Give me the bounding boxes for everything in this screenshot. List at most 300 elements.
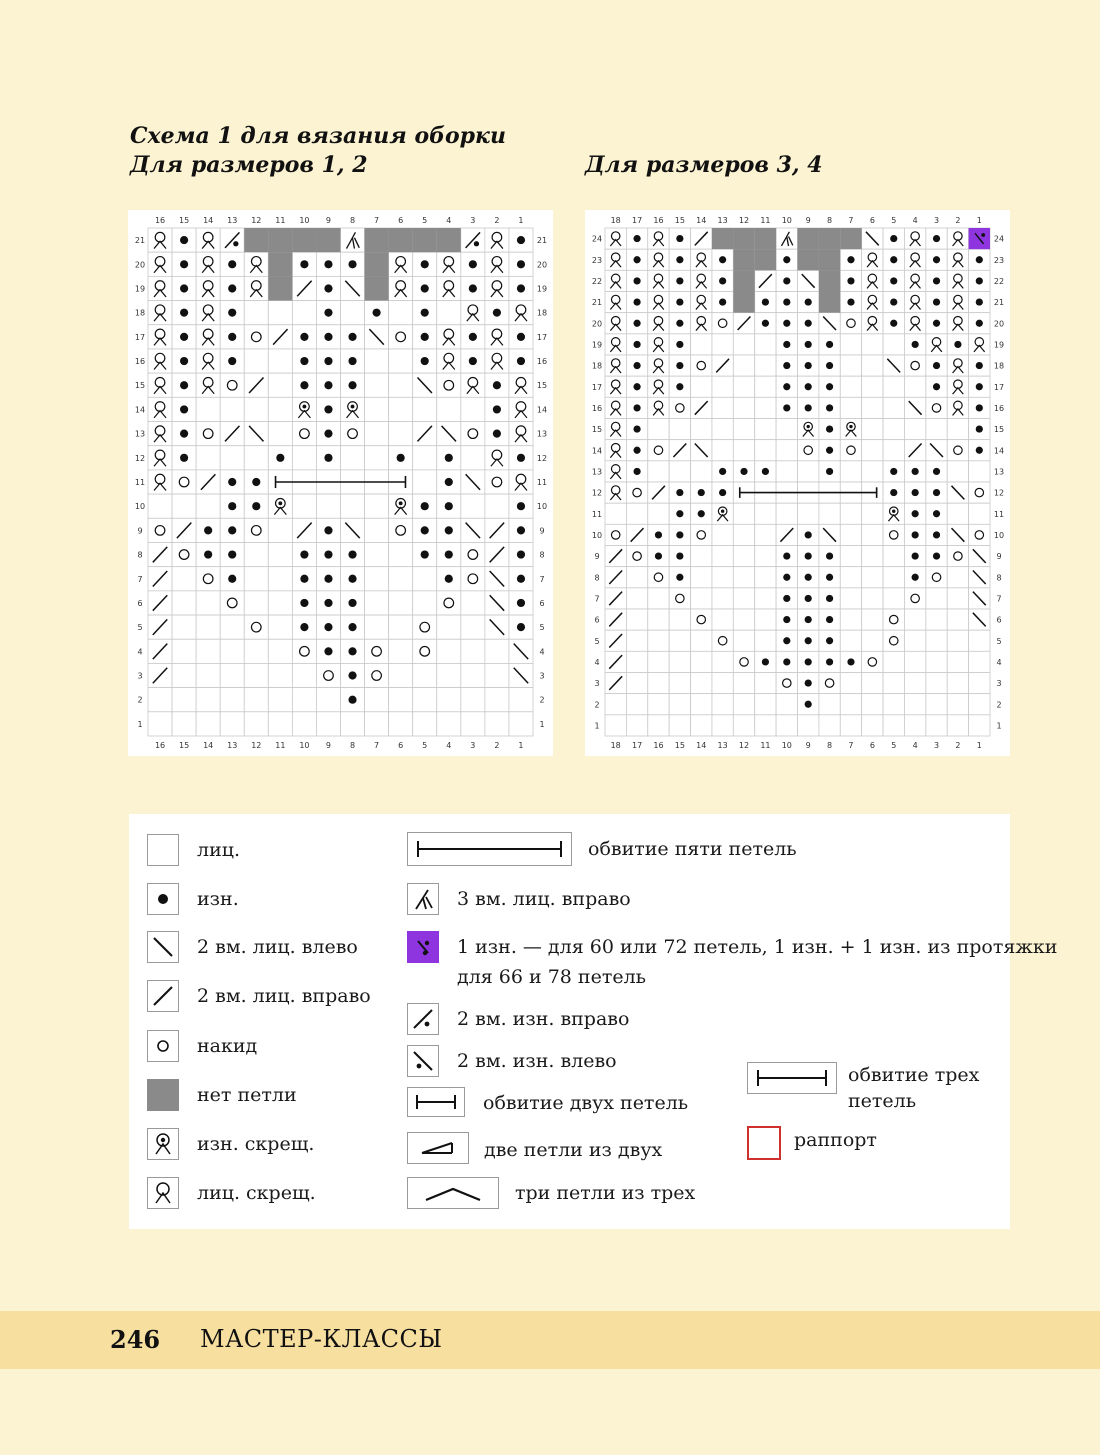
chart2-cell — [669, 397, 690, 418]
chart2-cell — [904, 715, 925, 736]
chart2-cell — [862, 313, 883, 334]
chart2-purl-mark — [676, 256, 683, 263]
chart2-row-number-right: 5 — [996, 636, 1002, 646]
chart2-cell — [904, 651, 925, 672]
chart1-purl-mark — [517, 260, 525, 268]
chart2-no-stitch — [819, 249, 840, 270]
chart2-cell — [755, 567, 776, 588]
chart1-cell — [461, 712, 485, 736]
chart1-cell — [389, 494, 413, 518]
legend-k2tog-right-label: 2 вм. лиц. вправо — [197, 985, 371, 1007]
chart1-cell — [148, 228, 172, 252]
chart1-purl-mark — [324, 309, 332, 317]
chart2-cell — [947, 630, 968, 651]
chart2-col-number-top: 12 — [738, 216, 750, 225]
page-number: 246 — [110, 1325, 161, 1354]
chart1-purl-mark — [348, 671, 356, 679]
chart1-row-number-right: 4 — [539, 647, 545, 657]
chart2-cell — [969, 524, 990, 545]
chart2-row-number-right: 24 — [993, 234, 1005, 244]
chart1-row-number-right: 3 — [539, 671, 545, 681]
chart2-cell — [712, 503, 733, 524]
chart2-cell — [605, 440, 626, 461]
chart2-purl-mark — [933, 510, 940, 517]
chart1-cell — [437, 325, 461, 349]
chart2-no-stitch — [755, 249, 776, 270]
no-stitch-symbol-icon — [147, 1079, 179, 1111]
wrap-three-symbol-icon — [747, 1062, 837, 1094]
chart2-cell — [755, 503, 776, 524]
chart2-cell — [691, 630, 712, 651]
chart2-col-number-bottom: 14 — [696, 741, 707, 750]
legend-wrap-two-label: обвитие двух петель — [483, 1092, 689, 1114]
chart1-purl-mark — [517, 357, 525, 365]
legend-wrap-five-label: обвитие пяти петель — [588, 838, 797, 860]
chart1-cell — [389, 518, 413, 542]
chart1-cell — [389, 301, 413, 325]
chart2-cell — [755, 609, 776, 630]
chart1-cell — [316, 494, 340, 518]
chart2-cell — [862, 419, 883, 440]
chart2-cell — [605, 334, 626, 355]
chart2-cell — [904, 376, 925, 397]
chart1-cell — [244, 349, 268, 373]
chart2-purl-mark — [762, 658, 769, 665]
chart2-cell — [862, 694, 883, 715]
chart1-no-stitch — [244, 228, 268, 252]
chart2-row-number-right: 12 — [993, 488, 1005, 498]
chart2-cell — [862, 440, 883, 461]
chart1-cell — [244, 542, 268, 566]
chart2-cell — [883, 419, 904, 440]
chart2-row-number-left: 15 — [591, 425, 603, 435]
chart2-row-number-left: 1 — [594, 721, 600, 731]
chart2-cell — [819, 503, 840, 524]
chart1-purl-mark — [517, 454, 525, 462]
chart2-cell — [712, 715, 733, 736]
chart1-purl-mark — [517, 526, 525, 534]
chart1-col-number-bottom: 14 — [203, 741, 214, 750]
chart1-purl-mark — [300, 381, 308, 389]
chart1-cell — [172, 542, 196, 566]
chart2-cell — [605, 292, 626, 313]
chart2-cell — [605, 461, 626, 482]
chart2-purl-mark — [633, 320, 640, 327]
chart1-purl-mark — [252, 502, 260, 510]
chart2-cell — [862, 397, 883, 418]
chart2-purl-mark — [976, 320, 983, 327]
chart1-cell — [365, 688, 389, 712]
chart1-purl-mark — [228, 575, 236, 583]
chart2-purl-mark — [826, 637, 833, 644]
chart2-cell — [712, 313, 733, 334]
chart1-cell — [292, 663, 316, 687]
chart2-cell — [798, 503, 819, 524]
chart1-cell — [196, 228, 220, 252]
chart2-cell — [755, 397, 776, 418]
chart1-cell — [148, 422, 172, 446]
chart1-col-number-bottom: 9 — [325, 741, 332, 750]
chart2-cell — [904, 313, 925, 334]
chart1-cell — [148, 470, 172, 494]
chart1-row-number-right: 20 — [536, 260, 548, 270]
chart2-cell — [691, 546, 712, 567]
chart1-row-number-right: 17 — [536, 332, 548, 342]
chart2-cell — [733, 376, 754, 397]
chart1-col-number-bottom: 5 — [422, 741, 428, 750]
chart1-purl-mark — [348, 333, 356, 341]
chart2-cell — [904, 694, 925, 715]
chart1-cell — [244, 276, 268, 300]
chart2-cell — [947, 567, 968, 588]
chart2-col-number-bottom: 10 — [781, 741, 792, 750]
chart2-cell — [798, 419, 819, 440]
chart1-row-number-left: 21 — [134, 236, 146, 246]
chart1-cell — [148, 712, 172, 736]
chart2-cell — [626, 588, 647, 609]
chart2-cell — [669, 419, 690, 440]
chart1-cell — [148, 397, 172, 421]
chart1-purl-mark — [324, 284, 332, 292]
chart2-purl-mark — [676, 510, 683, 517]
chart1-cell — [509, 373, 533, 397]
chart1-cell — [244, 712, 268, 736]
two-from-two-symbol-icon — [407, 1132, 469, 1164]
chart2-no-stitch — [755, 228, 776, 249]
chart2-col-number-top: 17 — [631, 216, 643, 225]
chart2-purl-mark — [912, 489, 919, 496]
chart1-cell — [485, 639, 509, 663]
chart1-purl-mark — [445, 575, 453, 583]
chart1-purl-mark — [204, 526, 212, 534]
chart2-cell — [840, 715, 861, 736]
chart2-cell — [862, 334, 883, 355]
chart1-cell — [244, 615, 268, 639]
chart1-purl-mark — [324, 430, 332, 438]
chart2-purl-mark — [633, 468, 640, 475]
chart2-row-number-right: 19 — [993, 340, 1005, 350]
purl-twisted-symbol-icon — [147, 1128, 179, 1160]
chart2-cell — [626, 546, 647, 567]
chart2-cell — [819, 694, 840, 715]
chart1-cell — [268, 615, 292, 639]
chart2-cell — [883, 630, 904, 651]
chart1-cell — [461, 446, 485, 470]
chart2-cell — [926, 397, 947, 418]
chart2-cell — [840, 313, 861, 334]
chart2-grid — [585, 210, 1010, 756]
chart2-row-number-left: 16 — [591, 403, 603, 413]
knit-symbol-icon — [147, 834, 179, 866]
chart2-cell — [840, 609, 861, 630]
chart2-cell — [648, 397, 669, 418]
chart1-cell — [341, 422, 365, 446]
page-footer — [0, 1311, 1100, 1369]
chart2-purl-mark — [805, 531, 812, 538]
chart2-row-number-right: 1 — [996, 721, 1002, 731]
chart1-cell — [365, 397, 389, 421]
chart2-cell — [712, 546, 733, 567]
chart2-row-number-right: 7 — [996, 594, 1002, 604]
chart2-purl-mark — [805, 404, 812, 411]
chart2-row-number-left: 4 — [594, 657, 600, 667]
chart2-cell — [605, 376, 626, 397]
chart2-cell — [648, 503, 669, 524]
chart1-purl-mark — [469, 357, 477, 365]
chart1-purl-mark — [276, 454, 284, 462]
chart2-cell — [883, 673, 904, 694]
chart1-cell — [389, 422, 413, 446]
chart1-purl-mark — [180, 381, 188, 389]
chart2-purl-mark — [847, 277, 854, 284]
chart2-purl-mark — [676, 574, 683, 581]
chart1-cell — [437, 615, 461, 639]
chart1-row-number-left: 2 — [137, 695, 143, 705]
chart2-cell — [904, 588, 925, 609]
chart2-col-number-top: 4 — [912, 216, 918, 225]
chart2-cell — [840, 524, 861, 545]
legend-purl-label: изн. — [197, 888, 239, 910]
knit-twisted-symbol-icon — [147, 1177, 179, 1209]
chart1-no-stitch — [389, 228, 413, 252]
chart1-cell — [220, 397, 244, 421]
chart2-purl-mark — [633, 341, 640, 348]
chart1-cell — [437, 276, 461, 300]
chart2-cell — [904, 630, 925, 651]
chart2-row-number-right: 11 — [993, 509, 1005, 519]
chart2-col-number-bottom: 9 — [805, 741, 811, 750]
chart1-purl-mark — [517, 623, 525, 631]
chart2-cell — [669, 588, 690, 609]
chart2-col-number-bottom: 16 — [653, 741, 664, 750]
chart2-cell — [969, 503, 990, 524]
chart2-cell — [883, 609, 904, 630]
chart1-cell — [268, 349, 292, 373]
chart2-purl-mark — [783, 256, 790, 263]
chart2-col-number-bottom: 5 — [891, 741, 897, 750]
chart2-purl-mark — [976, 447, 983, 454]
chart2-cell — [969, 651, 990, 672]
chart2-purl-mark — [783, 595, 790, 602]
chart2-cell — [733, 397, 754, 418]
chart1-row-number-right: 18 — [536, 308, 548, 318]
chart2-cell — [755, 673, 776, 694]
chart2-cell — [648, 694, 669, 715]
chart2-cell — [712, 588, 733, 609]
chart2-row-number-left: 24 — [591, 234, 603, 244]
chart2-cell — [840, 630, 861, 651]
chart2-cell — [947, 715, 968, 736]
chart2-purl-mark — [783, 341, 790, 348]
chart1-cell — [509, 688, 533, 712]
chart1-cell — [389, 325, 413, 349]
chart2-cell — [733, 524, 754, 545]
chart2-cell — [862, 673, 883, 694]
chart1-purl-mark — [324, 454, 332, 462]
chart1-purl-mark — [469, 260, 477, 268]
legend-knit-label: лиц. — [197, 839, 240, 861]
chart1-purl-mark — [348, 260, 356, 268]
chart2-cell — [605, 715, 626, 736]
chart2-purl-mark — [912, 468, 919, 475]
chart1-cell — [196, 663, 220, 687]
chart2-purl-mark — [826, 552, 833, 559]
chart2-purl-mark — [933, 362, 940, 369]
chart2-cell — [904, 270, 925, 291]
chart2-purl-mark — [676, 489, 683, 496]
chart2-cell — [733, 651, 754, 672]
chart2-cell — [840, 419, 861, 440]
chart2-cell — [776, 419, 797, 440]
chart1-cell — [437, 639, 461, 663]
chart1-cell — [316, 688, 340, 712]
chart1-purl-mark — [300, 357, 308, 365]
chart2-row-number-left: 12 — [591, 488, 603, 498]
chart2-purl-mark — [740, 468, 747, 475]
chart2-purl-mark — [890, 235, 897, 242]
chart2-cell — [626, 715, 647, 736]
chart2-cell — [648, 588, 669, 609]
chart2-purl-mark — [805, 341, 812, 348]
chart2-col-number-bottom: 17 — [631, 741, 643, 750]
chart1-cell — [244, 301, 268, 325]
chart2-cell — [733, 588, 754, 609]
chart2-cell — [862, 651, 883, 672]
chart1-cell — [244, 518, 268, 542]
chart2-purl-mark — [890, 320, 897, 327]
chart2-purl-mark — [676, 362, 683, 369]
chart2-cell — [904, 673, 925, 694]
chart1-cell — [413, 446, 437, 470]
chart2-no-stitch — [840, 228, 861, 249]
chart1-cell — [341, 301, 365, 325]
chart2-no-stitch — [733, 249, 754, 270]
chart1-no-stitch — [316, 228, 340, 252]
chart1-cell — [316, 712, 340, 736]
chart2-purl-mark — [933, 383, 940, 390]
chart2-row-number-right: 17 — [993, 382, 1005, 392]
chart1-cell — [389, 567, 413, 591]
chart1-cell — [389, 615, 413, 639]
chart2-cell — [626, 630, 647, 651]
chart1-cell — [509, 470, 533, 494]
chart1-col-number-bottom: 10 — [299, 741, 310, 750]
chart2-cell — [862, 270, 883, 291]
chart2-cell — [691, 524, 712, 545]
chart1-row-number-right: 5 — [539, 623, 545, 633]
chart2-cell — [862, 546, 883, 567]
chart1-purl-mark — [324, 333, 332, 341]
legend-repeat-label: раппорт — [794, 1129, 877, 1151]
chart1-cell — [485, 325, 509, 349]
chart2-cell — [947, 546, 968, 567]
chart1-cell — [413, 712, 437, 736]
chart1-cell — [268, 494, 292, 518]
chart1-cell — [148, 325, 172, 349]
chart1-cell — [437, 301, 461, 325]
chart2-row-number-left: 8 — [594, 573, 600, 583]
chart2-cell — [883, 715, 904, 736]
chart2-purl-mark — [912, 552, 919, 559]
chart2-purl-mark — [805, 383, 812, 390]
chart2-purl-mark — [912, 531, 919, 538]
chart1-cell — [389, 542, 413, 566]
chart2-cell — [733, 355, 754, 376]
chart2-cell — [862, 376, 883, 397]
chart2-row-number-left: 18 — [591, 361, 603, 371]
chart1-cell — [196, 301, 220, 325]
chart2-cell — [691, 376, 712, 397]
chart1-purl-mark — [445, 454, 453, 462]
chart2-col-number-top: 9 — [805, 216, 811, 225]
chart1-col-number-bottom: 1 — [518, 741, 524, 750]
chart2-cell — [776, 461, 797, 482]
chart1-cell — [485, 349, 509, 373]
chart1-purl-mark — [180, 357, 188, 365]
chart1-cell — [268, 639, 292, 663]
chart2-cell — [862, 461, 883, 482]
chart1-cell — [485, 663, 509, 687]
chart1-col-number-top: 16 — [154, 216, 166, 225]
chart2-purl-mark — [633, 256, 640, 263]
chart1-cell — [485, 228, 509, 252]
chart2-cell — [840, 334, 861, 355]
chart2-col-number-top: 3 — [933, 216, 940, 225]
chart1-row-number-left: 1 — [137, 719, 143, 729]
chart2-col-number-bottom: 2 — [955, 741, 961, 750]
chart2-purl-mark — [976, 256, 983, 263]
chart2-cell — [947, 270, 968, 291]
chart2-cell — [648, 334, 669, 355]
chart2-cell — [926, 334, 947, 355]
chart1-row-number-left: 12 — [134, 453, 146, 463]
chart2-cell — [733, 546, 754, 567]
chart2-cell — [691, 249, 712, 270]
chart2-cell — [626, 651, 647, 672]
chart2-col-number-top: 15 — [674, 216, 685, 225]
chart1-cell — [365, 591, 389, 615]
chart1-cell — [148, 446, 172, 470]
chart2-purl-mark — [698, 510, 705, 517]
chart2-cell — [776, 673, 797, 694]
chart1-cell — [341, 446, 365, 470]
chart1-row-number-right: 12 — [536, 453, 548, 463]
chart1-cell — [389, 397, 413, 421]
chart1-cell — [341, 712, 365, 736]
chart2-cell — [862, 588, 883, 609]
chart1-col-number-bottom: 4 — [446, 741, 452, 750]
chart2-row-number-left: 7 — [594, 594, 600, 604]
chart1-no-stitch — [413, 228, 437, 252]
chart2-cell — [926, 588, 947, 609]
chart2-no-stitch — [819, 228, 840, 249]
chart2-purl-mark — [783, 658, 790, 665]
chart1-purl-mark — [228, 260, 236, 268]
chart2-cell — [605, 503, 626, 524]
chart2-cell — [626, 609, 647, 630]
chart2-col-number-top: 10 — [781, 216, 792, 225]
chart1-purl-mark — [204, 550, 212, 558]
chart1-col-number-top: 11 — [275, 216, 286, 225]
chart2-purl-mark — [655, 552, 662, 559]
chart2-cell — [947, 673, 968, 694]
chart1-cell — [244, 325, 268, 349]
chart1-cell — [389, 591, 413, 615]
chart1-cell — [148, 349, 172, 373]
chart1-cell — [268, 301, 292, 325]
chart1-cell — [196, 276, 220, 300]
chart2-cell — [840, 673, 861, 694]
